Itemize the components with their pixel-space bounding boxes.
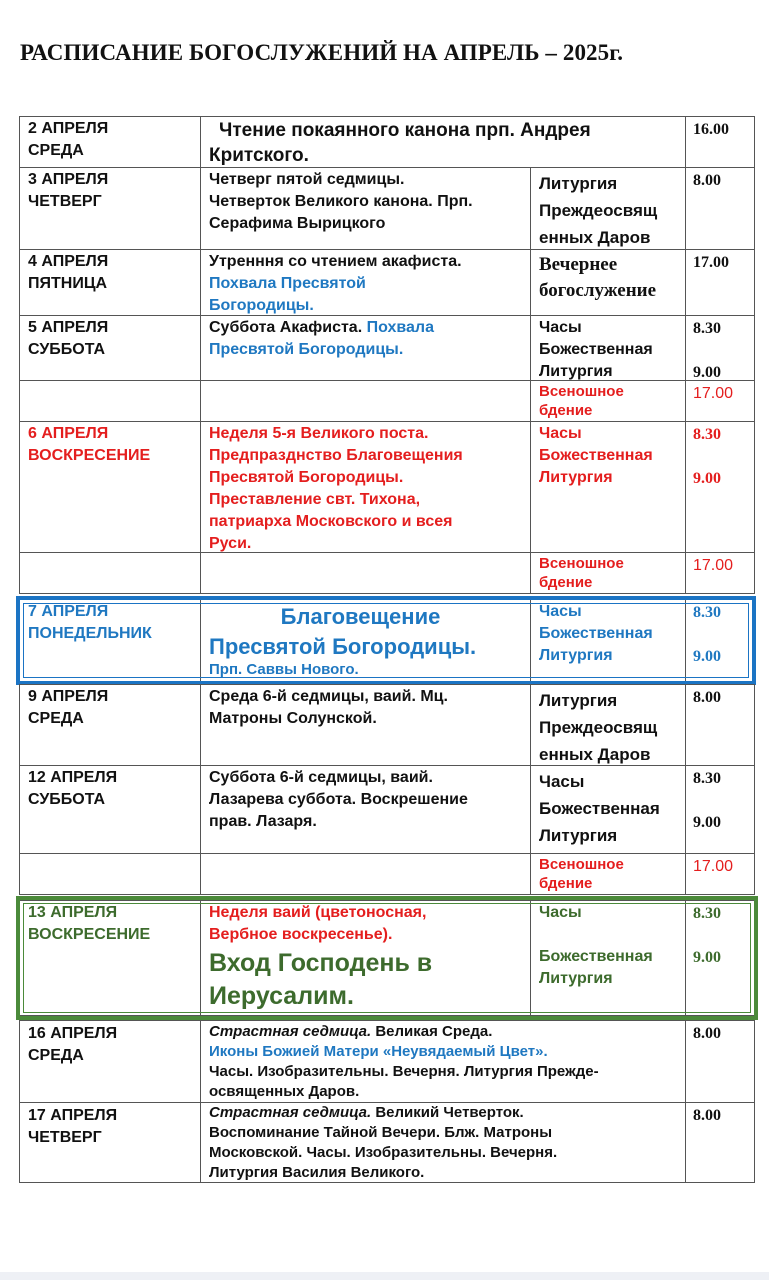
service-name: Всеношное: [539, 383, 624, 400]
date-cell: [19, 167, 201, 250]
time-cell: [685, 116, 755, 168]
description-line: Критского.: [209, 145, 309, 166]
description-line: Руси.: [209, 535, 252, 552]
service-name: Литургия: [539, 174, 618, 193]
service-cell: [530, 684, 686, 766]
description-line: Часы. Изобразительны. Вечерня. Литургия Преждe-: [209, 1063, 599, 1080]
table-row: [19, 116, 755, 168]
time-cell: [685, 1020, 755, 1103]
description-cell: [200, 853, 531, 895]
service-time: 8.30: [693, 604, 721, 621]
service-name: Часы: [539, 319, 582, 336]
description-cell: [200, 249, 531, 316]
description-line: Пресвятой Богородицы.: [209, 469, 404, 486]
description-line: Преставление свт. Тихона,: [209, 491, 421, 508]
time-cell: [685, 380, 755, 422]
feast-name: Пресвятой Богородицы.: [209, 341, 404, 358]
description-cell: [200, 315, 531, 381]
description-line: Предпразднство Благовещения: [209, 447, 463, 464]
service-name: Часы: [539, 603, 582, 620]
service-cell: [530, 380, 686, 422]
date-label: 17 АПРЕЛЯ: [28, 1107, 118, 1124]
service-time: 8.00: [693, 172, 721, 189]
time-cell: [685, 249, 755, 316]
time-cell: [685, 421, 755, 553]
table-row: [19, 1020, 755, 1103]
description-line: Утренння со чтением акафиста.: [209, 253, 462, 270]
date-cell: [19, 421, 201, 553]
service-time: 8.00: [693, 1025, 721, 1042]
highlight-frame: [16, 896, 758, 1020]
service-name: Вечернее: [539, 254, 618, 275]
service-name: енных Даров: [539, 745, 651, 764]
date-cell: [19, 315, 201, 381]
date-label: 16 АПРЕЛЯ: [28, 1025, 118, 1042]
description-line: Вербное воскресенье).: [209, 926, 393, 943]
description-line: Суббота 6-й седмицы, ваий.: [209, 769, 433, 786]
weekday-label: ПЯТНИЦА: [28, 275, 108, 292]
description-line: Четверг пятой седмицы.: [209, 171, 405, 188]
service-cell: [530, 765, 686, 854]
description-line: Литургия Василия Великого.: [209, 1164, 425, 1181]
weekday-label: ВОСКРЕСЕНИЕ: [28, 447, 151, 464]
saint-commemoration: Прп. Саввы Нового.: [209, 661, 359, 678]
service-name: Божественная: [539, 948, 653, 965]
description-cell: [200, 684, 531, 766]
service-name: Литургия: [539, 970, 613, 987]
time-cell: [685, 765, 755, 854]
service-name: Божественная: [539, 341, 653, 358]
service-time: 16.00: [693, 121, 729, 138]
weekday-label: СУББОТА: [28, 341, 106, 358]
service-name: Литургия: [539, 691, 618, 710]
description-line: Воспоминание Тайной Вечери. Блж. Матроны: [209, 1124, 553, 1141]
service-time: 9.00: [693, 648, 721, 665]
description-cell: [200, 1020, 686, 1103]
date-label: 7 АПРЕЛЯ: [28, 603, 109, 620]
description-cell: [200, 1102, 686, 1183]
service-name: бдение: [539, 402, 593, 419]
service-name: Всеношное: [539, 555, 624, 572]
service-cell: [530, 853, 686, 895]
description-line: освященных Даров.: [209, 1083, 360, 1100]
week-name: Страстная седмица.: [209, 1104, 372, 1121]
date-label: 12 АПРЕЛЯ: [28, 769, 118, 786]
description-cell: [200, 552, 531, 594]
feast-name: Пресвятой Богородицы.: [209, 634, 477, 659]
description-cell: [200, 421, 531, 553]
service-time: 8.30: [693, 905, 721, 922]
weekday-label: ЧЕТВЕРГ: [28, 1129, 102, 1146]
service-cell: [530, 315, 686, 381]
date-cell: [19, 853, 201, 895]
service-name: Божественная: [539, 625, 653, 642]
date-label: 3 АПРЕЛЯ: [28, 171, 109, 188]
date-cell: [19, 249, 201, 316]
time-cell: [685, 315, 755, 381]
description-line: Неделя ваий (цветоносная,: [209, 904, 427, 921]
week-name: Страстная седмица.: [209, 1023, 372, 1040]
service-name: Литургия: [539, 647, 613, 664]
description-line: Неделя 5-я Великого поста.: [209, 425, 429, 442]
description-line: Лазарева суббота. Воскрешение: [209, 791, 468, 808]
table-row: [19, 249, 755, 316]
date-label: 5 АПРЕЛЯ: [28, 319, 109, 336]
date-cell: [19, 380, 201, 422]
feast-name: Похвала Пресвятой: [209, 275, 366, 292]
table-row: [19, 552, 755, 594]
service-time: 17.00: [693, 858, 734, 875]
description-line: Среда 6-й седмицы, ваий. Мц.: [209, 688, 448, 705]
service-name: Преждеосвящ: [539, 201, 658, 220]
description-cell: [200, 116, 686, 168]
time-cell: [685, 853, 755, 895]
service-name: Часы: [539, 772, 585, 791]
service-cell: [530, 421, 686, 553]
table-row: [19, 167, 755, 250]
service-time: 17.00: [693, 254, 729, 271]
service-time: 17.00: [693, 557, 734, 574]
description-cell: [200, 380, 531, 422]
description-cell: [200, 167, 531, 250]
service-time: 8.30: [693, 770, 721, 787]
description-line: Суббота Акафиста.: [209, 319, 363, 336]
date-label: 4 АПРЕЛЯ: [28, 253, 109, 270]
date-cell: [19, 765, 201, 854]
description-line: Великий Четверток.: [371, 1104, 524, 1121]
weekday-label: ВОСКРЕСЕНИЕ: [28, 926, 151, 943]
weekday-label: ЧЕТВЕРГ: [28, 193, 102, 210]
feast-name: Иерусалим.: [209, 982, 354, 1010]
time-cell: [685, 684, 755, 766]
time-cell: [685, 1102, 755, 1183]
service-name: Часы: [539, 425, 582, 442]
date-cell: [19, 1102, 201, 1183]
service-name: Преждеосвящ: [539, 718, 658, 737]
service-cell: [530, 249, 686, 316]
feast-name: Благовещение: [280, 604, 441, 629]
description-line: Матроны Солунской.: [209, 710, 377, 727]
service-name: бдение: [539, 875, 593, 892]
description-cell: [200, 765, 531, 854]
date-label: 6 АПРЕЛЯ: [28, 425, 109, 442]
weekday-label: ПОНЕДЕЛЬНИК: [28, 625, 152, 642]
description-line: Великая Среда.: [371, 1023, 493, 1040]
table-row: [19, 853, 755, 895]
highlight-frame: [16, 596, 756, 685]
description-line: патриарха Московского и всея: [209, 513, 453, 530]
service-name: Литургия: [539, 363, 613, 380]
service-name: енных Даров: [539, 228, 651, 247]
weekday-label: СРЕДА: [28, 1047, 84, 1064]
service-time: 9.00: [693, 470, 721, 487]
description-line: Чтение покаянного канона прп. Андрея: [219, 120, 591, 141]
page-title: РАСПИСАНИЕ БОГОСЛУЖЕНИЙ НА АПРЕЛЬ – 2025г.: [20, 40, 624, 65]
feast-name: Богородицы.: [209, 297, 314, 314]
service-name: Часы: [539, 904, 582, 921]
feast-name: Похвала: [366, 319, 434, 336]
service-name: бдение: [539, 574, 593, 591]
service-name: Всеношное: [539, 856, 624, 873]
service-time: 8.30: [693, 426, 721, 443]
date-label: 2 АПРЕЛЯ: [28, 120, 109, 137]
service-name: Божественная: [539, 799, 660, 818]
weekday-label: СУББОТА: [28, 791, 106, 808]
description-line: прав. Лазаря.: [209, 813, 317, 830]
service-time: 9.00: [693, 364, 721, 381]
date-label: 9 АПРЕЛЯ: [28, 688, 109, 705]
table-row: [19, 380, 755, 422]
table-row: [19, 421, 755, 553]
service-cell: [530, 552, 686, 594]
table-row: [19, 684, 755, 766]
service-time: 17.00: [693, 385, 734, 402]
description-line: Московской. Часы. Изобразительны. Вечерня.: [209, 1144, 558, 1161]
date-cell: [19, 552, 201, 594]
date-label: 13 АПРЕЛЯ: [28, 904, 118, 921]
feast-name: Вход Господень в: [209, 949, 433, 977]
service-name: Божественная: [539, 447, 653, 464]
description-line: Серафима Вырицкого: [209, 215, 386, 232]
table-row: [19, 315, 755, 381]
service-time: 9.00: [693, 814, 721, 831]
service-name: Литургия: [539, 826, 618, 845]
service-cell: [530, 167, 686, 250]
weekday-label: СРЕДА: [28, 710, 84, 727]
service-time: 8.00: [693, 689, 721, 706]
feast-name: Иконы Божией Матери «Неувядаемый Цвет».: [209, 1043, 548, 1060]
date-cell: [19, 116, 201, 168]
service-name: богослужение: [539, 280, 657, 301]
date-cell: [19, 1020, 201, 1103]
service-name: Литургия: [539, 469, 613, 486]
table-row: [19, 765, 755, 854]
time-cell: [685, 552, 755, 594]
table-row: [19, 1102, 755, 1183]
service-time: 8.00: [693, 1107, 721, 1124]
service-time: 9.00: [693, 949, 721, 966]
service-time: 8.30: [693, 320, 721, 337]
date-cell: [19, 684, 201, 766]
bottom-edge: [0, 1272, 769, 1280]
weekday-label: СРЕДА: [28, 142, 84, 159]
description-line: Четверток Великого канона. Прп.: [209, 193, 473, 210]
time-cell: [685, 167, 755, 250]
